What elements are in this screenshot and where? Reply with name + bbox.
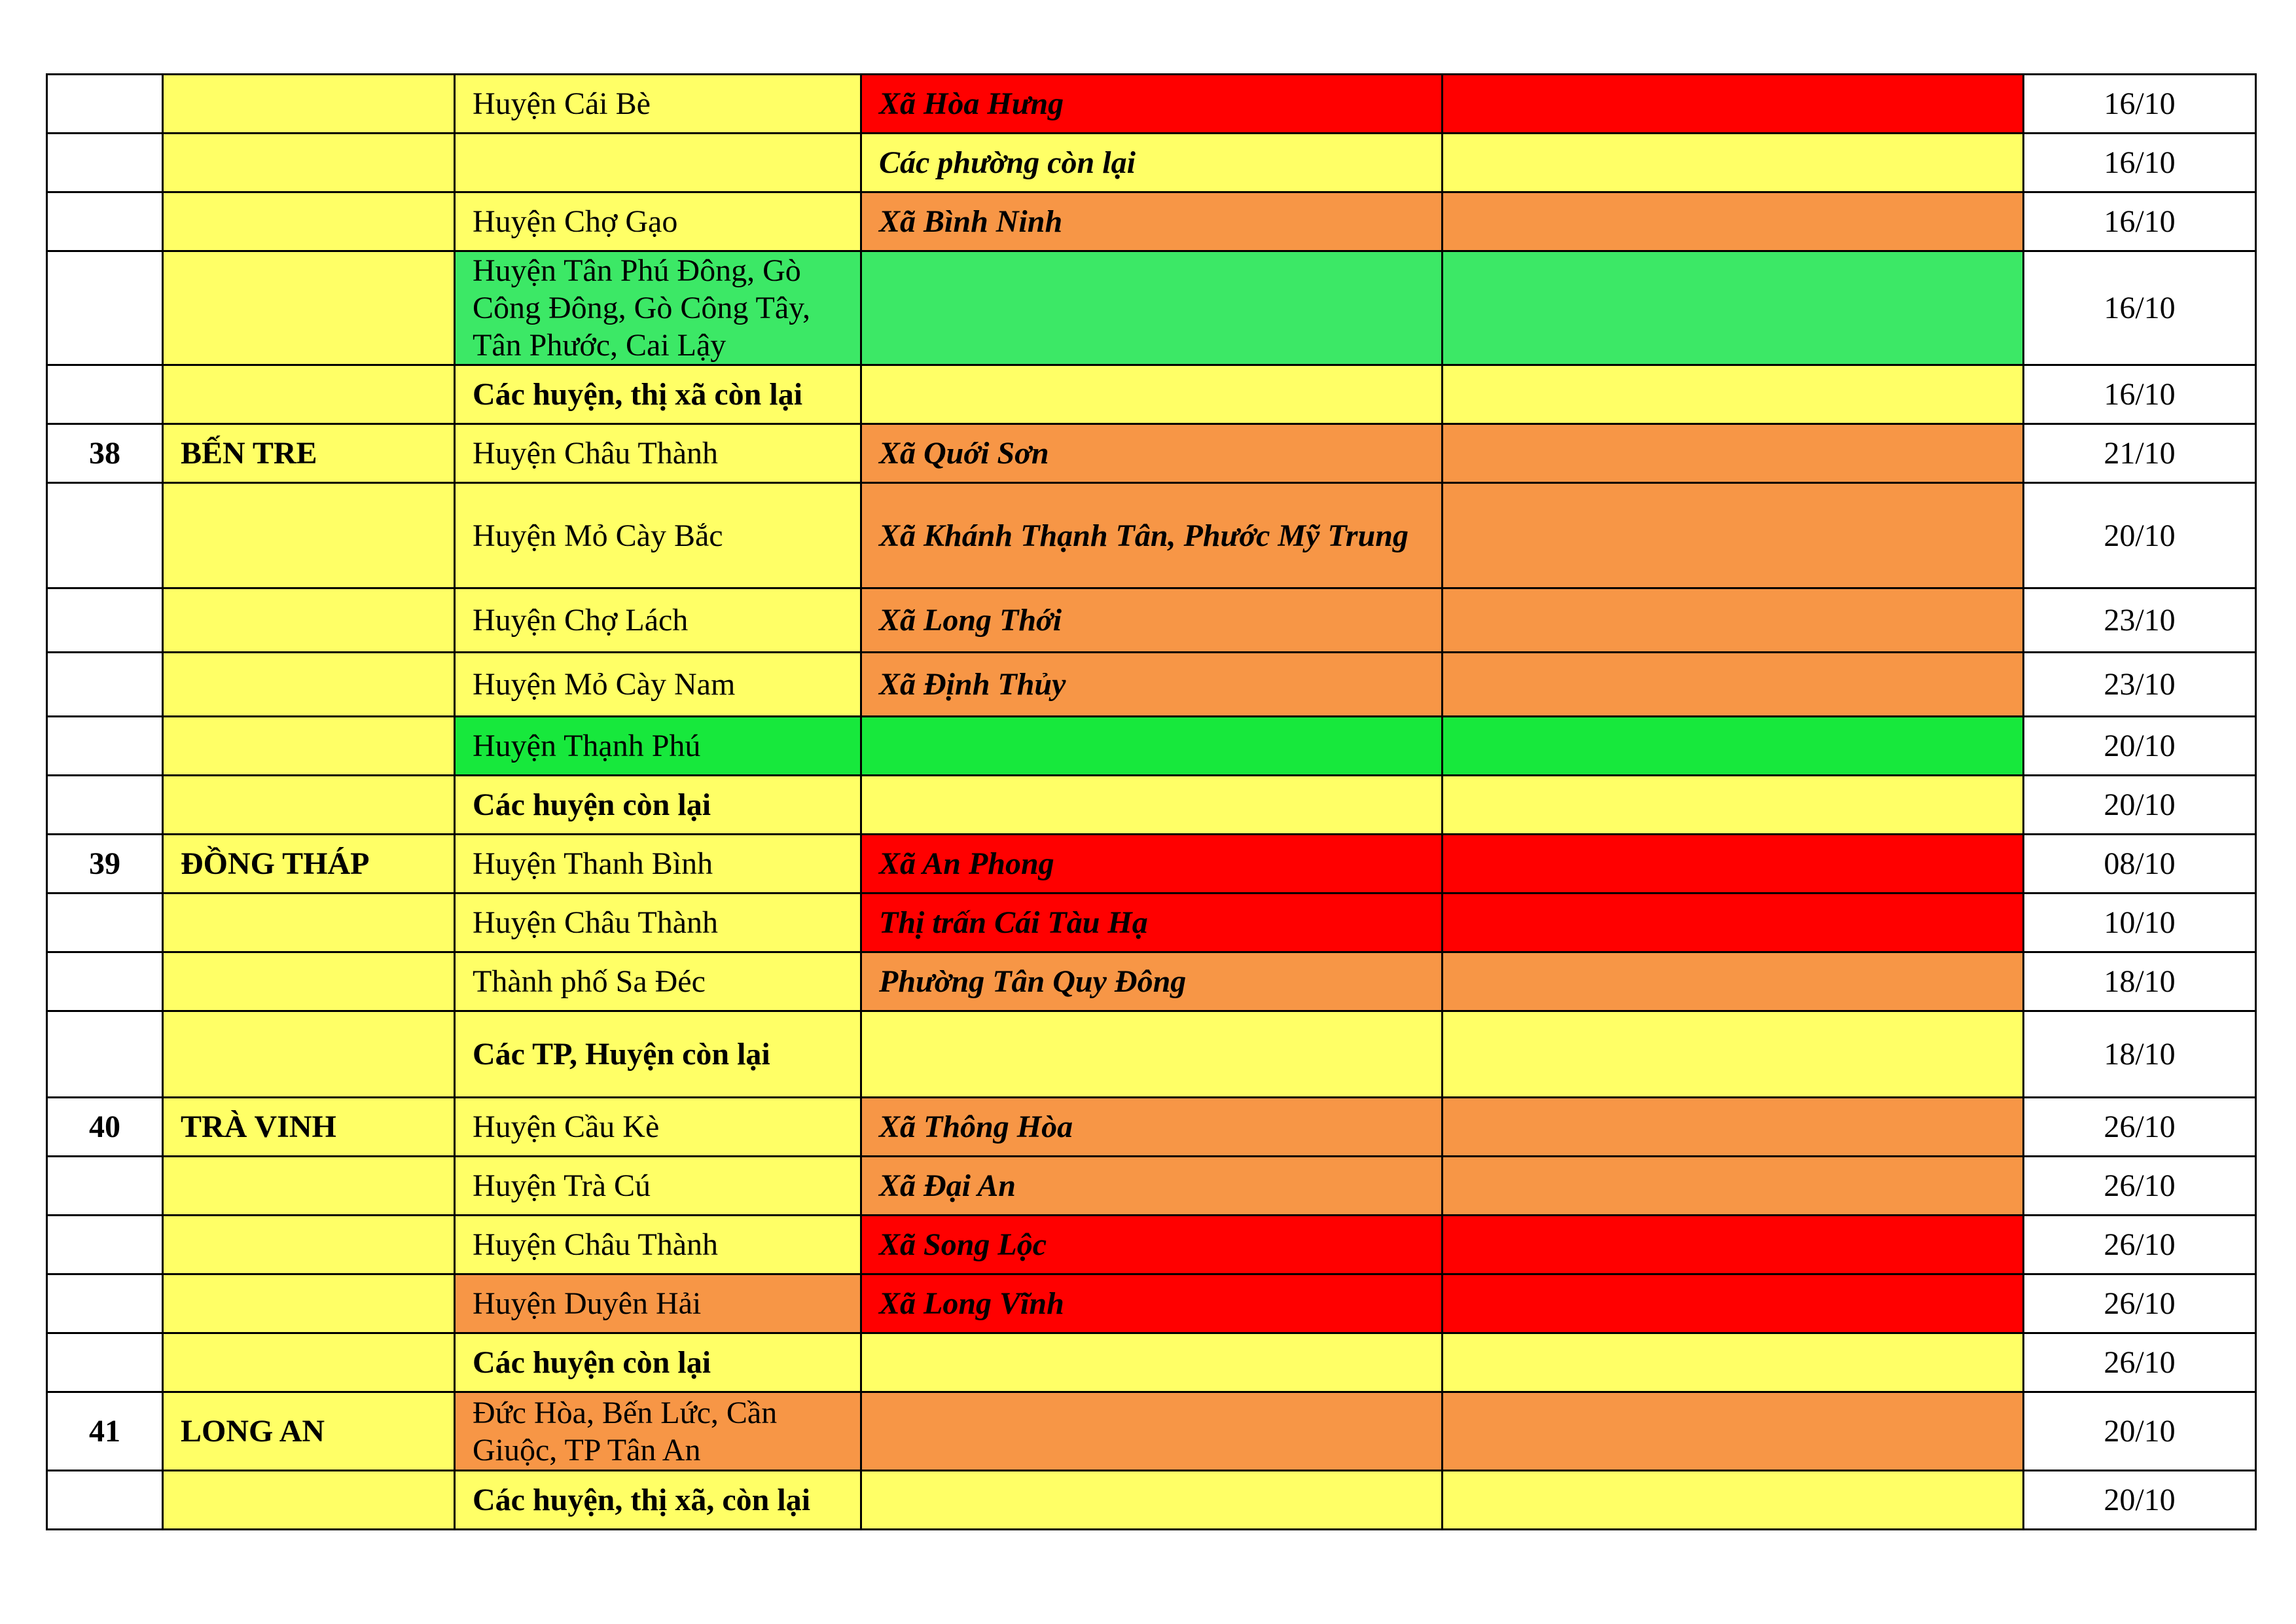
table-row: [47, 365, 2256, 424]
level-color-cell: [1443, 1157, 2024, 1216]
table-row: [47, 192, 2256, 251]
stt-cell: [47, 588, 163, 653]
stt-cell: [47, 192, 163, 251]
level-color-cell: [1443, 653, 2024, 717]
commune-cell: Xã Long Thới: [861, 588, 1443, 653]
level-color-cell: [1443, 1011, 2024, 1098]
stt-cell: [47, 1216, 163, 1274]
stt-cell: [47, 893, 163, 952]
district-cell: Huyện Thanh Bình: [455, 835, 861, 893]
district-cell: Huyện Cái Bè: [455, 75, 861, 134]
table-row: [47, 653, 2256, 717]
district-cell: Các TP, Huyện còn lại: [455, 1011, 861, 1098]
commune-cell: Các phường còn lại: [861, 134, 1443, 192]
district-cell: Huyện Cầu Kè: [455, 1098, 861, 1157]
district-cell: Huyện Châu Thành: [455, 1216, 861, 1274]
table-row: [47, 251, 2256, 365]
commune-cell: [861, 365, 1443, 424]
stt-cell: [47, 483, 163, 588]
table-row: [47, 835, 2256, 893]
province-cell: [163, 251, 455, 365]
date-cell: 16/10: [2024, 251, 2256, 365]
province-cell: BẾN TRE: [163, 424, 455, 483]
commune-cell: [861, 1471, 1443, 1530]
province-cell: [163, 75, 455, 134]
level-color-cell: [1443, 717, 2024, 776]
stt-cell: 41: [47, 1392, 163, 1471]
province-cell: [163, 653, 455, 717]
district-cell: Huyện Châu Thành: [455, 424, 861, 483]
province-cell: [163, 776, 455, 835]
date-cell: 16/10: [2024, 134, 2256, 192]
level-color-cell: [1443, 365, 2024, 424]
stt-cell: [47, 1471, 163, 1530]
date-cell: 23/10: [2024, 588, 2256, 653]
level-color-cell: [1443, 776, 2024, 835]
date-cell: 16/10: [2024, 192, 2256, 251]
date-cell: 26/10: [2024, 1216, 2256, 1274]
stt-cell: [47, 653, 163, 717]
province-cell: [163, 952, 455, 1011]
level-color-cell: [1443, 483, 2024, 588]
commune-cell: Xã Bình Ninh: [861, 192, 1443, 251]
province-cell: [163, 1333, 455, 1392]
table-row: [47, 1274, 2256, 1333]
table-row: [47, 952, 2256, 1011]
province-cell: [163, 893, 455, 952]
stt-cell: [47, 134, 163, 192]
commune-cell: Phường Tân Quy Đông: [861, 952, 1443, 1011]
district-cell: Huyện Duyên Hải: [455, 1274, 861, 1333]
district-cell: Huyện Thạnh Phú: [455, 717, 861, 776]
date-cell: 20/10: [2024, 1392, 2256, 1471]
level-color-cell: [1443, 1216, 2024, 1274]
stt-cell: [47, 1333, 163, 1392]
commune-cell: Xã Quới Sơn: [861, 424, 1443, 483]
commune-cell: Xã Đại An: [861, 1157, 1443, 1216]
district-cell: Đức Hòa, Bến Lức, Cần Giuộc, TP Tân An: [455, 1392, 861, 1471]
commune-cell: [861, 1392, 1443, 1471]
province-cell: [163, 365, 455, 424]
table-row: [47, 776, 2256, 835]
date-cell: 26/10: [2024, 1274, 2256, 1333]
table-row: [47, 1471, 2256, 1530]
date-cell: 26/10: [2024, 1157, 2256, 1216]
province-cell: [163, 134, 455, 192]
province-cell: [163, 1011, 455, 1098]
district-cell: Các huyện còn lại: [455, 776, 861, 835]
level-color-cell: [1443, 75, 2024, 134]
date-cell: 08/10: [2024, 835, 2256, 893]
stt-cell: 40: [47, 1098, 163, 1157]
province-cell: [163, 588, 455, 653]
stt-cell: [47, 776, 163, 835]
district-cell: Thành phố Sa Đéc: [455, 952, 861, 1011]
table-row: [47, 1011, 2256, 1098]
date-cell: 20/10: [2024, 483, 2256, 588]
commune-cell: Xã An Phong: [861, 835, 1443, 893]
level-color-cell: [1443, 134, 2024, 192]
commune-cell: Xã Song Lộc: [861, 1216, 1443, 1274]
date-cell: 21/10: [2024, 424, 2256, 483]
level-color-cell: [1443, 1098, 2024, 1157]
table-row: [47, 424, 2256, 483]
table-row: [47, 134, 2256, 192]
level-color-cell: [1443, 1333, 2024, 1392]
commune-cell: [861, 251, 1443, 365]
province-cell: ĐỒNG THÁP: [163, 835, 455, 893]
table-row: [47, 1098, 2256, 1157]
stt-cell: 39: [47, 835, 163, 893]
level-color-cell: [1443, 192, 2024, 251]
commune-cell: Xã Thông Hòa: [861, 1098, 1443, 1157]
stt-cell: [47, 952, 163, 1011]
table-row: [47, 588, 2256, 653]
table-row: [47, 1216, 2256, 1274]
commune-cell: [861, 717, 1443, 776]
date-cell: 23/10: [2024, 653, 2256, 717]
province-cell: TRÀ VINH: [163, 1098, 455, 1157]
province-cell: [163, 1216, 455, 1274]
commune-cell: Thị trấn Cái Tàu Hạ: [861, 893, 1443, 952]
level-color-cell: [1443, 893, 2024, 952]
date-cell: 18/10: [2024, 952, 2256, 1011]
commune-cell: Xã Định Thủy: [861, 653, 1443, 717]
commune-cell: Xã Long Vĩnh: [861, 1274, 1443, 1333]
district-cell: Các huyện còn lại: [455, 1333, 861, 1392]
stt-cell: [47, 1274, 163, 1333]
province-cell: [163, 1157, 455, 1216]
level-color-cell: [1443, 1392, 2024, 1471]
province-cell: [163, 483, 455, 588]
level-color-cell: [1443, 1471, 2024, 1530]
level-color-cell: [1443, 588, 2024, 653]
stt-cell: [47, 1011, 163, 1098]
district-cell: Huyện Tân Phú Đông, Gò Công Đông, Gò Công Tây, Tân Phước, Cai Lậy: [455, 251, 861, 365]
covid-risk-level-table: [46, 73, 2257, 1530]
stt-cell: [47, 717, 163, 776]
date-cell: 20/10: [2024, 1471, 2256, 1530]
province-cell: [163, 1274, 455, 1333]
province-cell: [163, 717, 455, 776]
commune-cell: Xã Hòa Hưng: [861, 75, 1443, 134]
table-row: [47, 1333, 2256, 1392]
stt-cell: [47, 251, 163, 365]
date-cell: 16/10: [2024, 75, 2256, 134]
province-cell: [163, 192, 455, 251]
stt-cell: 38: [47, 424, 163, 483]
date-cell: 26/10: [2024, 1333, 2256, 1392]
district-cell: [455, 134, 861, 192]
district-cell: Các huyện, thị xã, còn lại: [455, 1471, 861, 1530]
date-cell: 20/10: [2024, 776, 2256, 835]
stt-cell: [47, 365, 163, 424]
level-color-cell: [1443, 952, 2024, 1011]
commune-cell: Xã Khánh Thạnh Tân, Phước Mỹ Trung: [861, 483, 1443, 588]
level-color-cell: [1443, 251, 2024, 365]
table-row: [47, 483, 2256, 588]
district-cell: Huyện Mỏ Cày Nam: [455, 653, 861, 717]
commune-cell: [861, 776, 1443, 835]
table-row: [47, 1157, 2256, 1216]
commune-cell: [861, 1333, 1443, 1392]
district-cell: Huyện Trà Cú: [455, 1157, 861, 1216]
stt-cell: [47, 75, 163, 134]
date-cell: 16/10: [2024, 365, 2256, 424]
district-cell: Huyện Chợ Lách: [455, 588, 861, 653]
district-cell: Huyện Mỏ Cày Bắc: [455, 483, 861, 588]
level-color-cell: [1443, 835, 2024, 893]
date-cell: 26/10: [2024, 1098, 2256, 1157]
commune-cell: [861, 1011, 1443, 1098]
province-cell: [163, 1471, 455, 1530]
stt-cell: [47, 1157, 163, 1216]
table-row: [47, 75, 2256, 134]
date-cell: 18/10: [2024, 1011, 2256, 1098]
table-row: [47, 1392, 2256, 1471]
district-cell: Các huyện, thị xã còn lại: [455, 365, 861, 424]
level-color-cell: [1443, 424, 2024, 483]
date-cell: 10/10: [2024, 893, 2256, 952]
date-cell: 20/10: [2024, 717, 2256, 776]
table-row: [47, 717, 2256, 776]
table-row: [47, 893, 2256, 952]
district-cell: Huyện Châu Thành: [455, 893, 861, 952]
level-color-cell: [1443, 1274, 2024, 1333]
province-cell: LONG AN: [163, 1392, 455, 1471]
district-cell: Huyện Chợ Gạo: [455, 192, 861, 251]
